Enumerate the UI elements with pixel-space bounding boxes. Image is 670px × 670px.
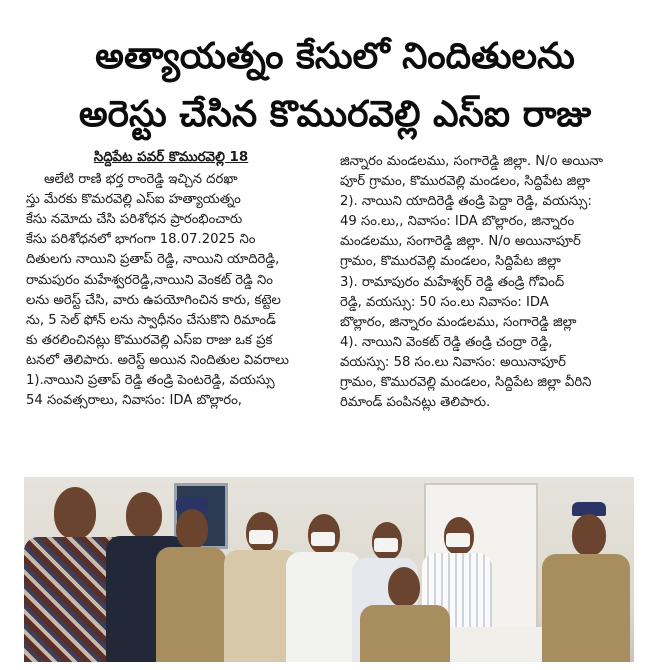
- text-line: లను అరెస్ట్ చేసి, వారు ఉపయోగించిన కారు, కట్టెల: [26, 292, 281, 308]
- seated-police-officer: [360, 567, 450, 662]
- text-line: పూర్ గ్రామం, కొమురవెల్లి మండలం, సిద్దిపేట జిల్లా: [340, 174, 591, 190]
- headline-line-2: అరెస్టు చేసిన కొమురవెల్లి ఎస్ఐ రాజు: [78, 94, 592, 135]
- text-line: స్తు మేరకు కొమరవెల్లి ఎస్ఐ హత్యాయత్నం: [26, 192, 241, 208]
- text-line: ఆలేటి రాణి భర్త రాంరెడ్డి ఇచ్చిన దరఖా: [44, 172, 238, 188]
- text-line: రిమాండ్ పంపినట్లు తెలిపారు.: [340, 395, 491, 411]
- text-line: వయస్సు: 58 సం.లు నివాసం: అయినాపూర్: [340, 354, 566, 370]
- text-line: దితులగు నాయిని ప్రతాప్ రెడ్డి, నాయిని యాదిరెడ్డి,: [26, 252, 280, 268]
- police-officer-right: [542, 502, 630, 662]
- text-line: గ్రామం, కొమురవెల్లి మండలం, సిద్దిపేట జిల్లా: [340, 254, 561, 270]
- article-right-column: [340, 152, 630, 413]
- text-line: జిన్నారం మండలము, సంగారెడ్డి జిల్లా. N/o అయినా: [340, 154, 603, 169]
- headline-line-1: అత్యాయత్నం కేసులో నిందితులను: [95, 36, 575, 77]
- article-left-column: [26, 148, 316, 411]
- text-line: 2). నాయిని యాదిరెడ్డి తండ్రి పెద్దా రెడ్డి, వయస్సు:: [340, 194, 592, 210]
- police-officer-left: [156, 497, 226, 662]
- text-line: గ్రామం, కొమురవెల్లి మండలం, సిద్దిపేట జిల్లా వీరిని: [340, 375, 592, 391]
- text-line: 4). నాయిని వెంకట్ రెడ్డి తండ్రి చంద్రా రెడ్డి,: [340, 334, 553, 350]
- text-line: రామపురం మహేశ్వరరెడ్డి,నాయిని వెంకట్ రెడ్డి నిం: [26, 272, 273, 288]
- headline: [0, 28, 670, 144]
- text-line: ను, 5 సెల్ ఫోన్ లను స్వాధీనం చేసుకొని రిమాండ్: [26, 312, 276, 328]
- text-line: బొల్లారం, జిన్నారం మండలము, సంగారెడ్డి జిల్లా: [340, 314, 577, 330]
- dateline: సిద్దిపేట పవర్ కొమురవెల్లి 18: [93, 150, 249, 165]
- news-photo: [24, 477, 634, 662]
- text-line: కు తరలించినట్లు కొమురవెల్లి ఎస్ఐ రాజు ఒక ప్రక: [26, 332, 273, 348]
- text-line: 1).నాయిని ప్రతాప్ రెడ్డి తండ్రి పెంటరెడ్డి, వయస్సు: [26, 373, 275, 389]
- text-line: 3). రామాపురం మహేశ్వర్ రెడ్డి తండ్రి గోవింద్: [340, 274, 565, 290]
- text-line: రెడ్డి, వయస్సు: 50 సం.లు నివాసం: IDA: [340, 294, 549, 310]
- text-line: కేసు పరిశోధనలో భాగంగా 18.07.2025 నిం: [26, 232, 256, 248]
- text-line: టనలో తెలిపారు. అరెస్ట్ అయిన నిందితుల వివరాలు: [26, 352, 289, 368]
- person-white-shirt: [286, 514, 361, 662]
- text-line: 54 సంవత్సరాలు, నివాసం: IDA బొల్లారం,: [26, 393, 242, 409]
- text-line: 49 సం.లు,, నివాసం: IDA బొల్లారం, జిన్నారం: [340, 214, 575, 230]
- text-line: కేసు నమోదు చేసి పరిశోధన ప్రారంభించారు: [26, 212, 243, 228]
- text-line: మండలము, సంగారెడ్డి జిల్లా. N/o అయినాపూర్: [340, 234, 581, 250]
